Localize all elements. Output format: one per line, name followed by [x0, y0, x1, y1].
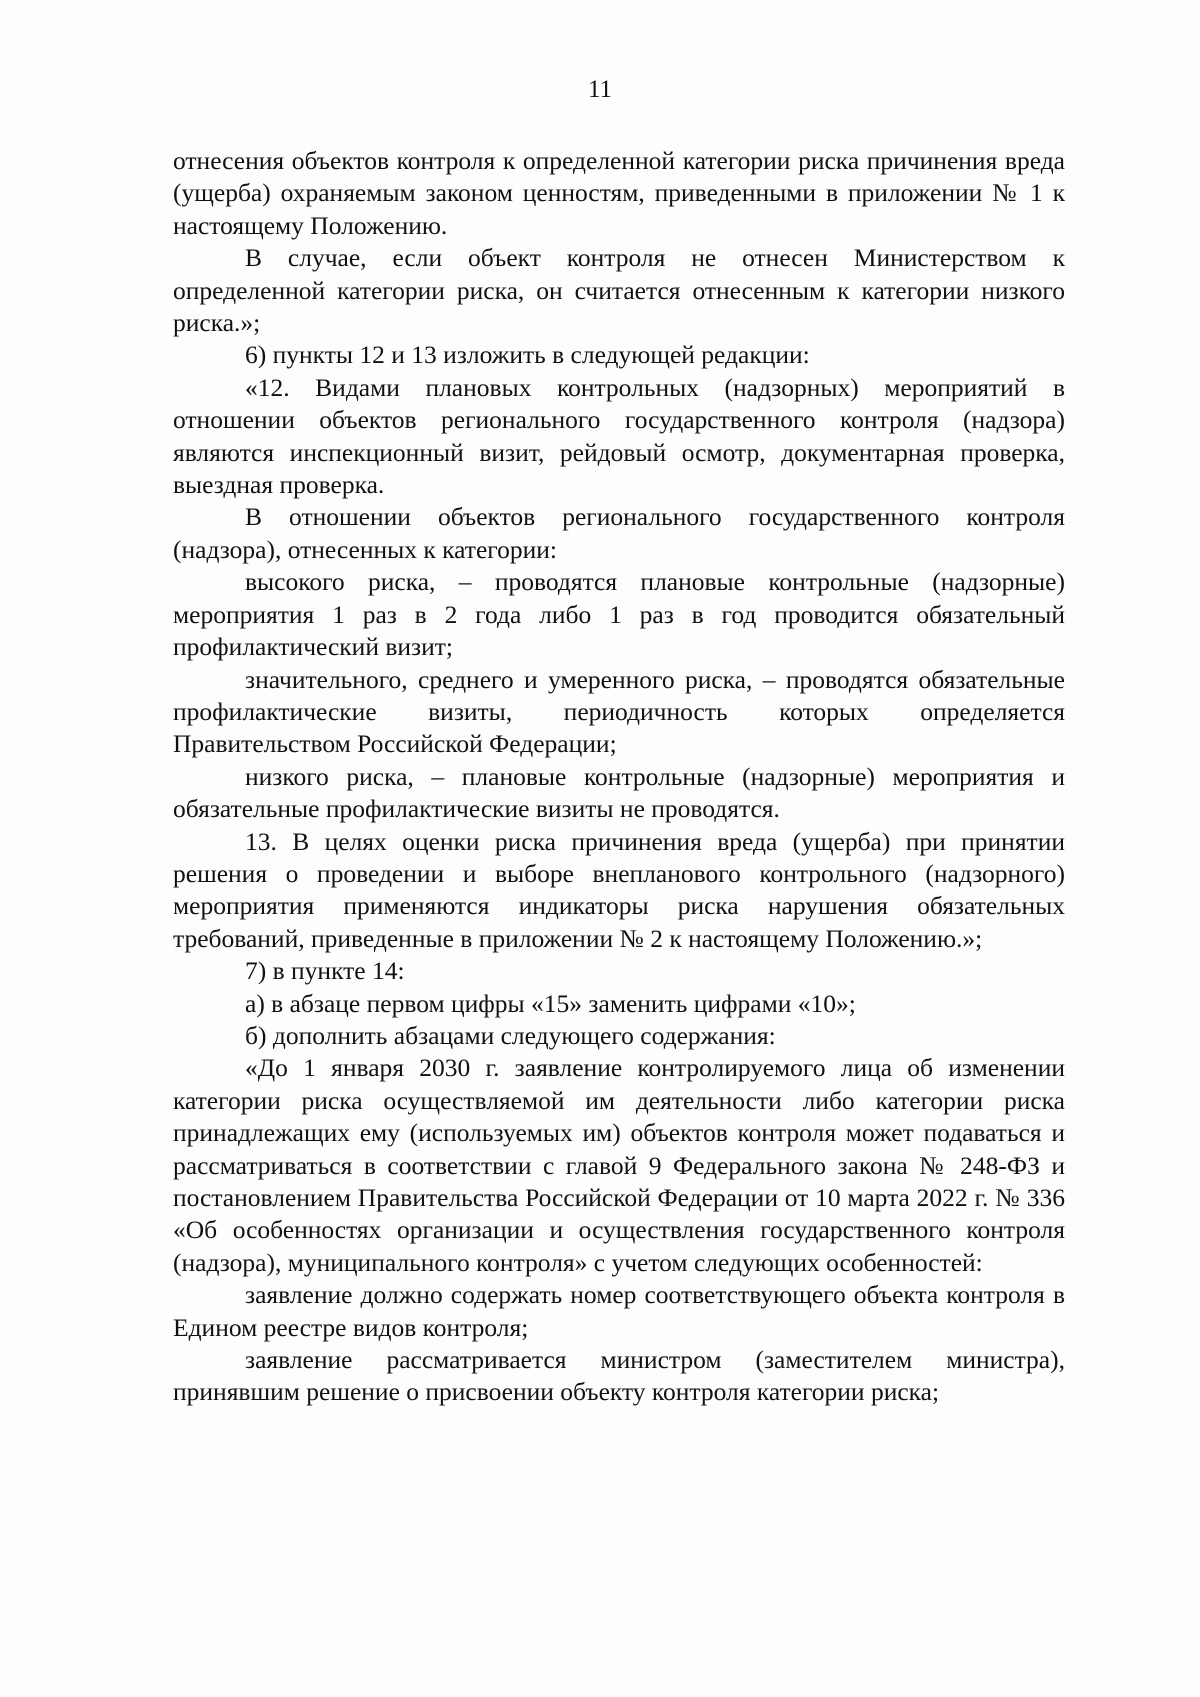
paragraph: высокого риска, – проводятся плановые контрольные (надзорные) мероприятия 1 раз в 2 года либо 1 раз в год проводится обязательный профилактический визит; [173, 567, 1065, 662]
paragraph: а) в абзаце первом цифры «15» заменить цифрами «10»; [245, 988, 856, 1018]
paragraph: В отношении объектов регионального государственного контроля (надзора), отнесенных к категории: [173, 502, 1065, 564]
paragraph: низкого риска, – плановые контрольные (надзорные) мероприятия и обязательные профилактические визиты не проводятся. [173, 761, 1065, 824]
page-number: 11 [587, 76, 613, 103]
paragraph: «До 1 января 2030 г. заявление контролируемого лица об изменении категории риска осуществляемой им деятельности либо категории риска принадлежащих ему (используемых им) объектов контроля может подаваться и рассматриваться в соответствии с главой 9 Федерального закона № 248-ФЗ и постановлением Правительства Российской Федерации от 10 марта 2022 г. № 336 «Об особенностях организации и осуществления государственного контроля (надзора), муниципального контроля» с учетом следующих особенностей: [173, 1053, 1065, 1277]
paragraph: б) дополнить абзацами следующего содержания: [245, 1020, 776, 1050]
paragraph: заявление должно содержать номер соответствующего объекта контроля в Едином реестре видов контроля; [173, 1280, 1065, 1342]
paragraph: заявление рассматривается министром (заместителем министра), принявшим решение о присвоении объекту контроля категории риска; [173, 1345, 1065, 1407]
paragraph: 13. В целях оценки риска причинения вреда (ущерба) при принятии решения о проведении и выборе внепланового контрольного (надзорного) мероприятия применяются индикаторы риска нарушения обязательных требований, приведенные в приложении № 2 к настоящему Положению.»; [173, 826, 1065, 953]
paragraph: 7) в пункте 14: [245, 956, 405, 986]
paragraph: «12. Видами плановых контрольных (надзорных) мероприятий в отношении объектов регионального государственного контроля (надзора) являются инспекционный визит, рейдовый осмотр, документарная проверка, выездная проверка. [173, 372, 1065, 500]
paragraph: В случае, если объект контроля не отнесен Министерством к определенной категории риска, он считается отнесенным к категории низкого риска.»; [173, 243, 1065, 338]
paragraph: отнесения объектов контроля к определенной категории риска причинения вреда (ущерба) охраняемым законом ценностям, приведенными в приложении № 1 к настоящему Положению. [173, 146, 1065, 240]
paragraph: значительного, среднего и умеренного риска, – проводятся обязательные профилактические визиты, периодичность которых определяется Правительством Российской Федерации; [173, 664, 1065, 759]
document-body [173, 145, 1065, 1409]
paragraph: 6) пункты 12 и 13 изложить в следующей редакции: [245, 340, 810, 370]
